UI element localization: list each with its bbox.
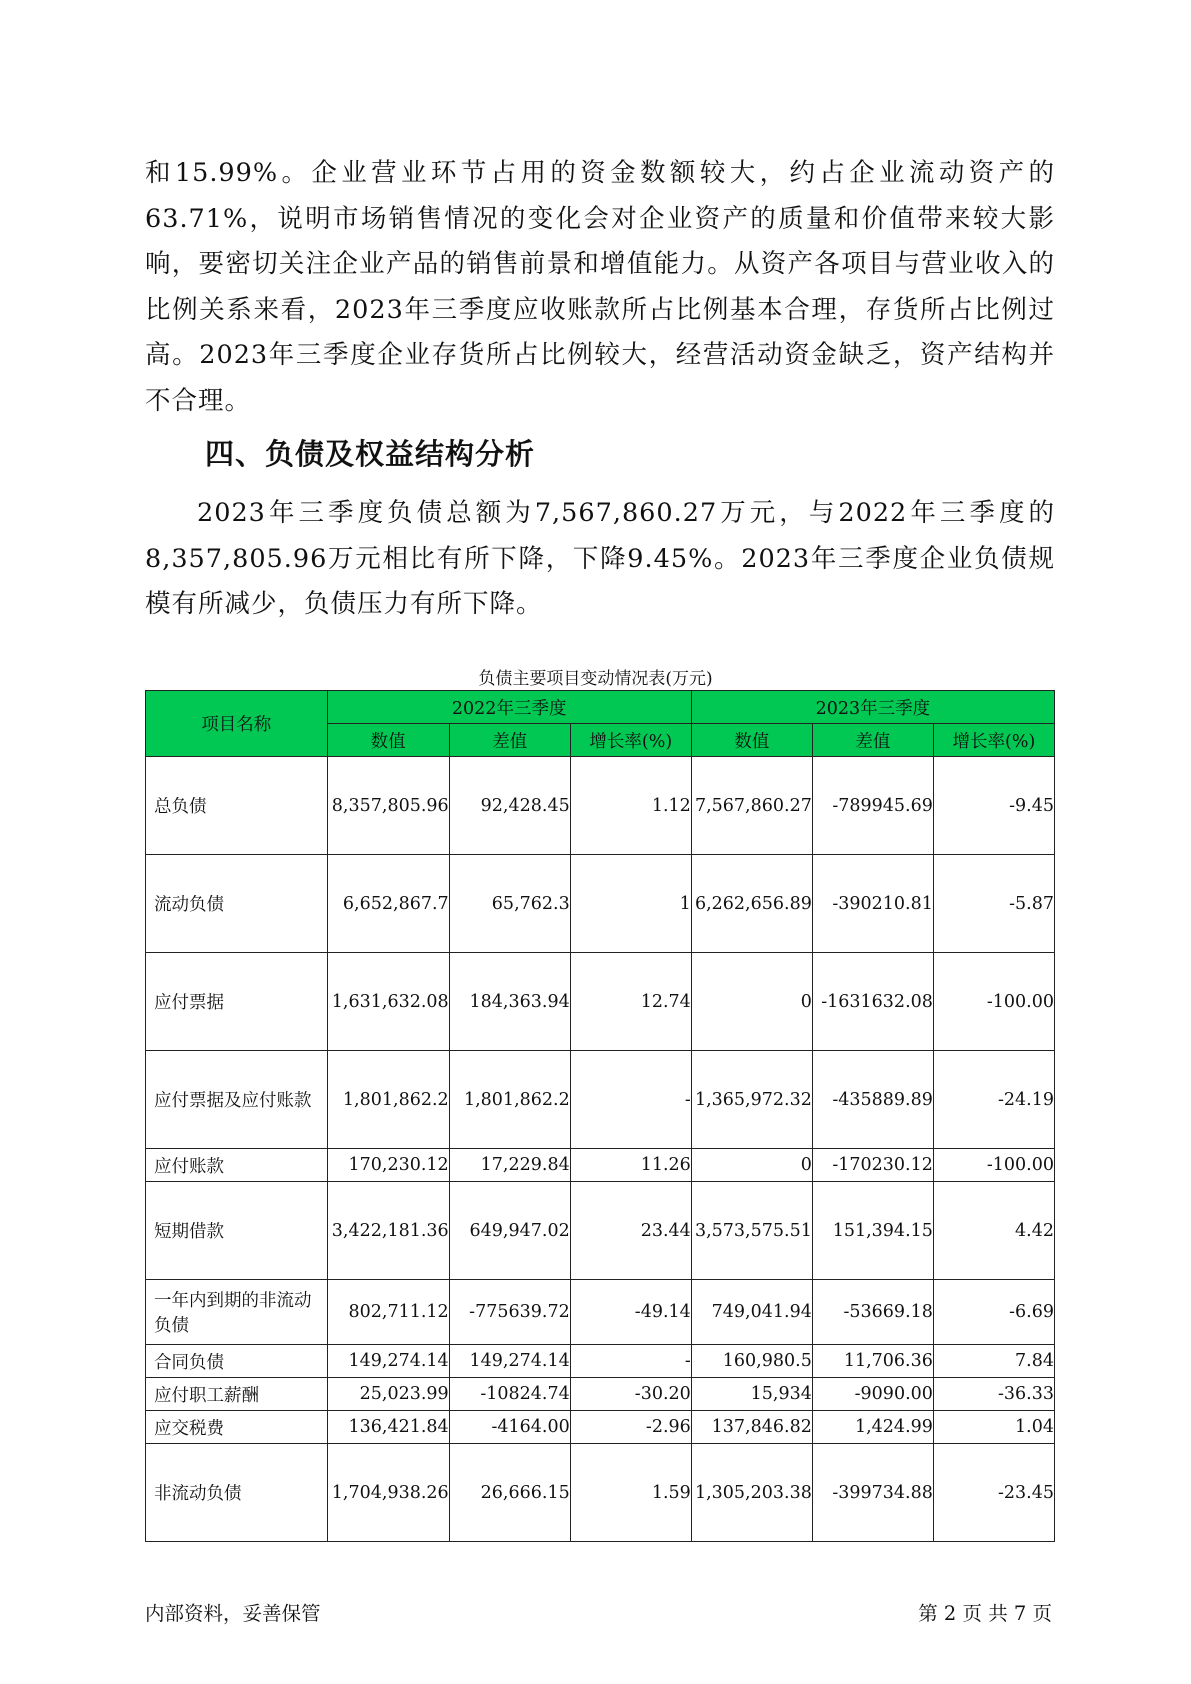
row-cell: 0 <box>691 1149 812 1182</box>
row-cell: 137,846.82 <box>691 1411 812 1444</box>
row-cell: 1,704,938.26 <box>327 1444 449 1542</box>
row-cell: 26,666.15 <box>449 1444 570 1542</box>
row-item-name: 应付票据 <box>146 953 328 1051</box>
row-cell: 802,711.12 <box>327 1280 449 1345</box>
row-cell: 17,229.84 <box>449 1149 570 1182</box>
table-row <box>146 1280 1055 1345</box>
row-cell: 649,947.02 <box>449 1182 570 1280</box>
row-cell: 1,801,862.2 <box>327 1051 449 1149</box>
row-cell: 7,567,860.27 <box>691 757 812 855</box>
row-cell: -5.87 <box>933 855 1054 953</box>
row-cell: 6,652,867.7 <box>327 855 449 953</box>
row-cell: 1,801,862.2 <box>449 1051 570 1149</box>
row-cell: 1.04 <box>933 1411 1054 1444</box>
row-cell: -170230.12 <box>812 1149 933 1182</box>
row-cell: 1,365,972.32 <box>691 1051 812 1149</box>
liabilities-table <box>145 690 1055 1542</box>
row-item-name: 一年内到期的非流动负债 <box>146 1280 328 1345</box>
row-cell: 6,262,656.89 <box>691 855 812 953</box>
table-caption: 负债主要项目变动情况表(万元) <box>478 669 713 689</box>
header-item-name: 项目名称 <box>146 691 328 757</box>
section-heading: 四、负债及权益结构分析 <box>205 437 536 471</box>
row-cell: -36.33 <box>933 1378 1054 1411</box>
header-group-2023: 2023年三季度 <box>691 691 1054 724</box>
row-cell: 1.12 <box>570 757 691 855</box>
table-row <box>146 1411 1055 1444</box>
row-cell: -9.45 <box>933 757 1054 855</box>
row-cell: 4.42 <box>933 1182 1054 1280</box>
row-cell: 1 <box>570 855 691 953</box>
row-item-name: 流动负债 <box>146 855 328 953</box>
row-cell: 3,573,575.51 <box>691 1182 812 1280</box>
row-cell: -6.69 <box>933 1280 1054 1345</box>
row-cell: 149,274.14 <box>449 1345 570 1378</box>
table-row <box>146 953 1055 1051</box>
header-group-2022: 2022年三季度 <box>327 691 691 724</box>
row-cell: 151,394.15 <box>812 1182 933 1280</box>
row-cell: -9090.00 <box>812 1378 933 1411</box>
header-growth-2022: 增长率(%) <box>570 724 691 757</box>
row-cell: 3,422,181.36 <box>327 1182 449 1280</box>
header-diff-2022: 差值 <box>449 724 570 757</box>
row-cell: 1,631,632.08 <box>327 953 449 1051</box>
row-cell: -24.19 <box>933 1051 1054 1149</box>
row-cell: 15,934 <box>691 1378 812 1411</box>
row-cell: 92,428.45 <box>449 757 570 855</box>
header-value-2023: 数值 <box>691 724 812 757</box>
row-cell: 11.26 <box>570 1149 691 1182</box>
row-item-name: 应付票据及应付账款 <box>146 1051 328 1149</box>
row-cell: -53669.18 <box>812 1280 933 1345</box>
row-cell: -10824.74 <box>449 1378 570 1411</box>
table-row <box>146 1345 1055 1378</box>
row-cell: -775639.72 <box>449 1280 570 1345</box>
footer-page-number: 第 2 页 共 7 页 <box>918 1602 1052 1625</box>
table-row <box>146 757 1055 855</box>
header-value-2022: 数值 <box>327 724 449 757</box>
row-cell: -100.00 <box>933 953 1054 1051</box>
header-growth-2023: 增长率(%) <box>933 724 1054 757</box>
row-cell: 7.84 <box>933 1345 1054 1378</box>
row-cell: 1.59 <box>570 1444 691 1542</box>
table-row <box>146 855 1055 953</box>
row-cell: -1631632.08 <box>812 953 933 1051</box>
row-cell: 12.74 <box>570 953 691 1051</box>
row-cell: 136,421.84 <box>327 1411 449 1444</box>
row-cell: -435889.89 <box>812 1051 933 1149</box>
row-cell: -30.20 <box>570 1378 691 1411</box>
body-paragraph-2: 2023年三季度负债总额为7,567,860.27万元，与2022年三季度的8,357,805.96万元相比有所下降，下降9.45%。2023年三季度企业负债规模有所减少，负债压力有所下降。 <box>145 498 1055 619</box>
row-cell: - <box>570 1345 691 1378</box>
row-cell: 25,023.99 <box>327 1378 449 1411</box>
row-cell: 1,305,203.38 <box>691 1444 812 1542</box>
row-cell: 8,357,805.96 <box>327 757 449 855</box>
row-cell: 184,363.94 <box>449 953 570 1051</box>
row-cell: -399734.88 <box>812 1444 933 1542</box>
row-cell: -789945.69 <box>812 757 933 855</box>
row-cell: 0 <box>691 953 812 1051</box>
row-cell: 749,041.94 <box>691 1280 812 1345</box>
row-item-name: 应付职工薪酬 <box>146 1378 328 1411</box>
row-cell: 149,274.14 <box>327 1345 449 1378</box>
row-cell: -2.96 <box>570 1411 691 1444</box>
row-cell: -390210.81 <box>812 855 933 953</box>
row-item-name: 合同负债 <box>146 1345 328 1378</box>
row-item-name: 非流动负债 <box>146 1444 328 1542</box>
row-cell: 170,230.12 <box>327 1149 449 1182</box>
row-item-name: 短期借款 <box>146 1182 328 1280</box>
row-item-name: 应交税费 <box>146 1411 328 1444</box>
row-cell: -4164.00 <box>449 1411 570 1444</box>
row-cell: 11,706.36 <box>812 1345 933 1378</box>
body-paragraph-1: 和15.99%。企业营业环节占用的资金数额较大，约占企业流动资产的63.71%，说明市场销售情况的变化会对企业资产的质量和价值带来较大影响，要密切关注企业产品的销售前景和增值能力。从资产各项目与营业收入的比例关系来看，2023年三季度应收账款所占比例基本合理，存货所占比例过高。2023年三季度企业存货所占比例较大，经营活动资金缺乏，资产结构并不合理。 <box>145 158 1055 416</box>
row-cell: -100.00 <box>933 1149 1054 1182</box>
row-cell: 160,980.5 <box>691 1345 812 1378</box>
row-cell: 1,424.99 <box>812 1411 933 1444</box>
table-row <box>146 1149 1055 1182</box>
row-item-name: 总负债 <box>146 757 328 855</box>
row-cell: 23.44 <box>570 1182 691 1280</box>
row-item-name: 应付账款 <box>146 1149 328 1182</box>
row-cell: 65,762.3 <box>449 855 570 953</box>
table-row <box>146 1378 1055 1411</box>
table-row <box>146 1444 1055 1542</box>
footer-confidential-note: 内部资料，妥善保管 <box>145 1602 321 1625</box>
row-cell: -23.45 <box>933 1444 1054 1542</box>
row-cell: - <box>570 1051 691 1149</box>
table-row <box>146 1182 1055 1280</box>
table-row <box>146 1051 1055 1149</box>
row-cell: -49.14 <box>570 1280 691 1345</box>
header-diff-2023: 差值 <box>812 724 933 757</box>
